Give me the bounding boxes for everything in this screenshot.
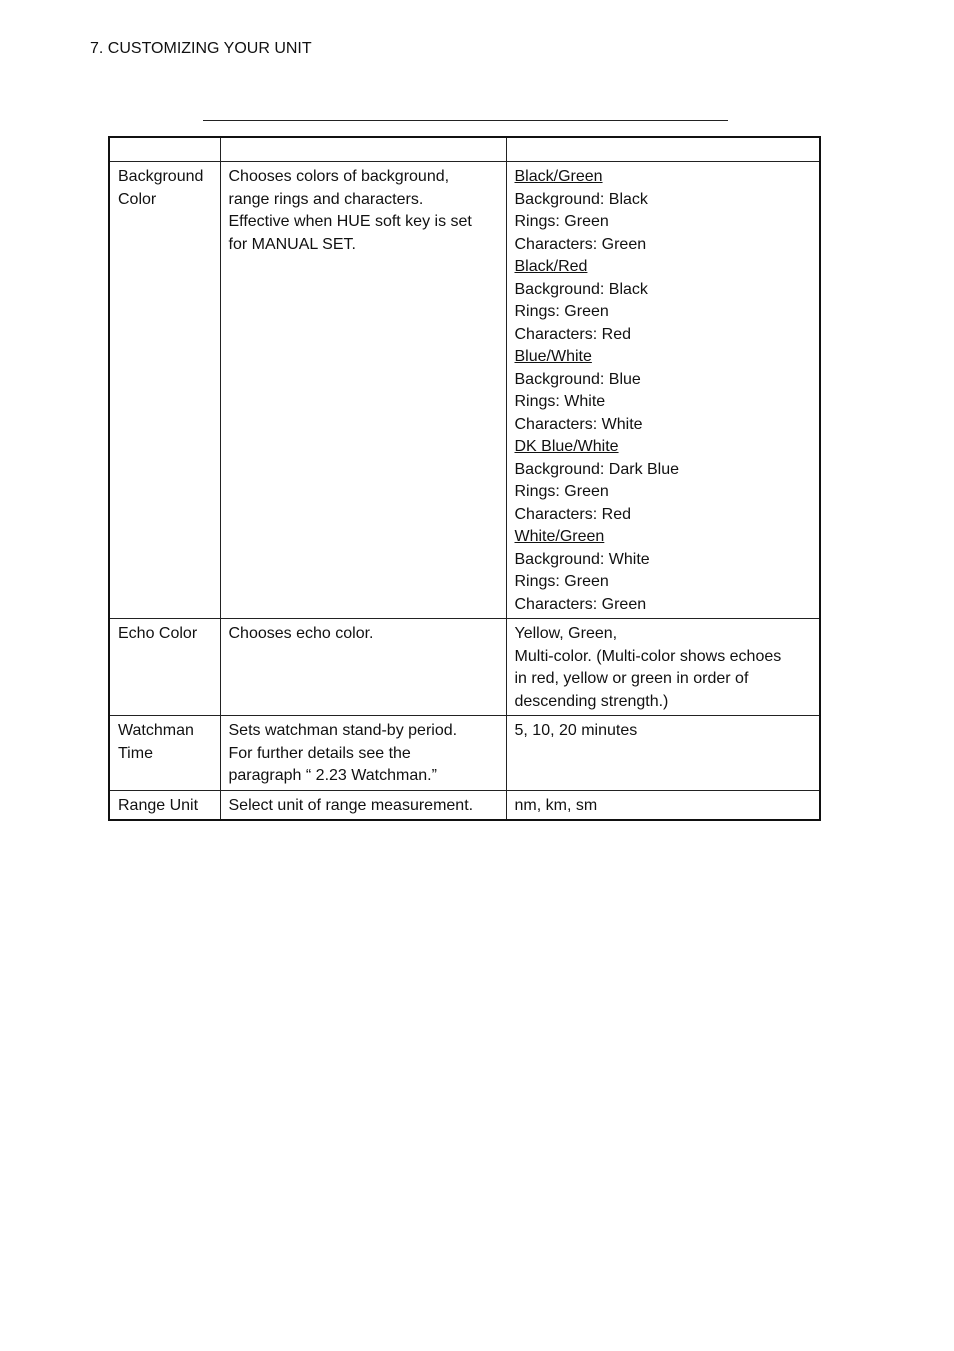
description-text: Effective when HUE soft key is set: [228, 213, 472, 230]
description-cell: [220, 790, 506, 820]
header-cell-item: [109, 137, 220, 162]
option-text: 5, 10, 20 minutes: [514, 722, 638, 739]
options-cell: [506, 162, 820, 619]
menu-table: [108, 136, 821, 821]
option-text: Rings: Green: [514, 213, 609, 230]
options-cell: [506, 619, 820, 716]
header-cell-options: [506, 137, 820, 162]
option-text: Characters: Green: [514, 235, 647, 253]
description-text: Select unit of range measurement.: [228, 796, 474, 814]
table-row: [109, 716, 820, 791]
option-text: Characters: Red: [514, 505, 631, 523]
option-text: Rings: Green: [514, 483, 609, 500]
option-group-title: Black/Green: [514, 168, 603, 185]
options-cell: [506, 790, 820, 820]
option-text: Rings: Green: [514, 573, 609, 590]
option-text: Characters: White: [514, 415, 643, 433]
item-cell: [109, 790, 220, 820]
option-text: Background: Black: [514, 280, 648, 298]
table-row: [109, 619, 820, 716]
option-text: Background: Dark Blue: [514, 460, 680, 478]
description-text: range rings and characters.: [228, 190, 424, 208]
title-rule: [203, 120, 728, 121]
item-cell: [109, 162, 220, 619]
header-cell-description: [220, 137, 506, 162]
description-cell: [220, 162, 506, 619]
description-text: For further details see the: [228, 744, 411, 762]
option-text: descending strength.): [514, 692, 669, 710]
description-text: paragraph “ 2.23 Watchman.”: [228, 767, 437, 784]
option-group-title: White/Green: [514, 528, 605, 545]
table-row: [109, 162, 820, 619]
option-text: Characters: Green: [514, 595, 647, 613]
item-text: Range Unit: [118, 796, 199, 814]
option-text: nm, km, sm: [514, 796, 598, 814]
description-text: Chooses colors of background,: [228, 168, 450, 185]
option-group-title: Black/Red: [514, 258, 588, 275]
item-text: Time: [118, 744, 153, 762]
description-cell: [220, 716, 506, 791]
item-text: Echo Color: [118, 625, 198, 642]
item-text: Background: [118, 168, 204, 185]
table-header-row: [109, 137, 820, 162]
option-text: Yellow, Green,: [514, 625, 618, 642]
option-text: Rings: Green: [514, 303, 609, 320]
item-cell: [109, 619, 220, 716]
option-text: Background: Black: [514, 190, 648, 208]
description-text: Sets watchman stand-by period.: [228, 722, 458, 739]
running-header: 7. CUSTOMIZING YOUR UNIT: [90, 40, 312, 57]
item-text: Watchman: [118, 722, 194, 739]
option-text: Background: Blue: [514, 370, 641, 388]
table-row: [109, 790, 820, 820]
option-text: Multi-color. (Multi-color shows echoes: [514, 647, 782, 665]
option-text: Characters: Red: [514, 325, 631, 343]
item-text: Color: [118, 190, 157, 208]
option-text: in red, yellow or green in order of: [514, 670, 749, 687]
description-text: Chooses echo color.: [228, 625, 374, 642]
description-text: for MANUAL SET.: [228, 235, 356, 253]
description-cell: [220, 619, 506, 716]
option-text: Rings: White: [514, 393, 606, 410]
option-text: Background: White: [514, 550, 650, 568]
options-cell: [506, 716, 820, 791]
item-cell: [109, 716, 220, 791]
option-group-title: DK Blue/White: [514, 438, 619, 455]
option-group-title: Blue/White: [514, 348, 592, 365]
